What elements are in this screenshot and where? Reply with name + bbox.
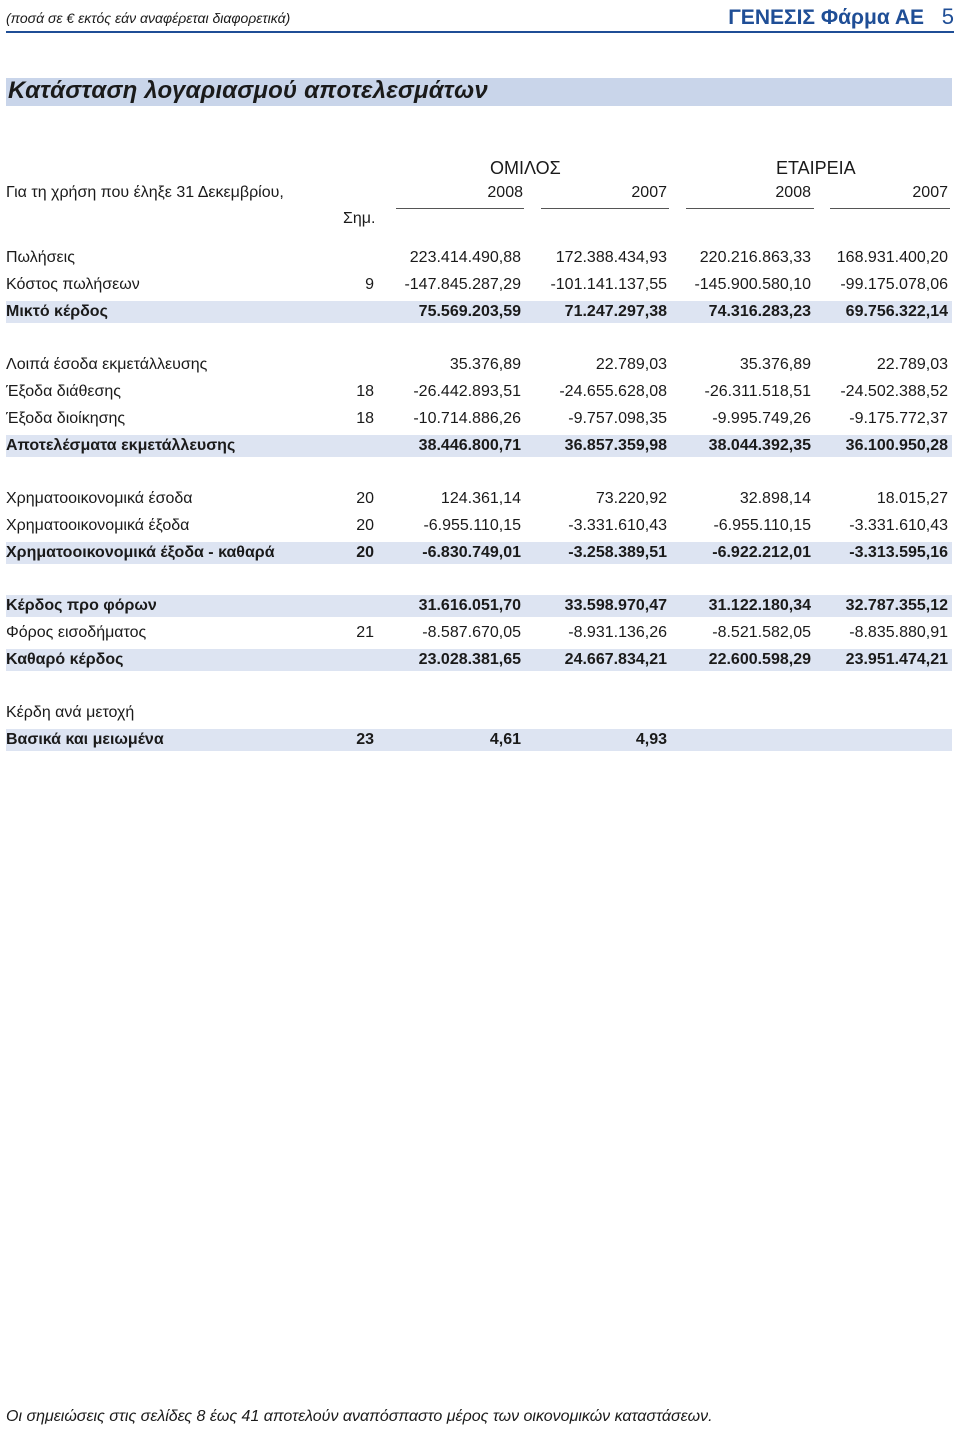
- row-value: -101.141.137,55: [550, 276, 667, 293]
- row-value: -8.835.880,91: [849, 624, 948, 641]
- table-row: [6, 488, 952, 510]
- row-value: 35.376,89: [739, 356, 811, 373]
- row-label: Βασικά και μειωμένα: [6, 731, 164, 748]
- table-row: [6, 274, 952, 296]
- year-header-3: 2008: [775, 184, 811, 201]
- table-row-total: [6, 649, 952, 671]
- row-value: 23.951.474,21: [845, 651, 948, 668]
- row-value: 172.388.434,93: [555, 249, 667, 266]
- row-value: -10.714.886,26: [413, 410, 521, 427]
- page-number: 5: [941, 4, 954, 29]
- row-label: Φόρος εισοδήματος: [6, 624, 147, 641]
- table-row-total: [6, 301, 952, 323]
- year-rule-1: [396, 208, 524, 209]
- row-label: Χρηματοοικονομικά έξοδα: [6, 517, 190, 534]
- row-label: Κόστος πωλήσεων: [6, 276, 140, 293]
- row-value: -6.922.212,01: [712, 544, 811, 561]
- row-value: -3.331.610,43: [568, 517, 667, 534]
- row-value: 33.598.970,47: [564, 597, 667, 614]
- row-value: -8.931.136,26: [568, 624, 667, 641]
- row-value: -8.587.670,05: [422, 624, 521, 641]
- currency-note: (ποσά σε € εκτός εάν αναφέρεται διαφορετικά): [6, 10, 291, 26]
- group-header-company: ΕΤΑΙΡΕΙΑ: [776, 158, 856, 178]
- row-note: 20: [356, 517, 374, 534]
- row-label: Καθαρό κέρδος: [6, 651, 124, 668]
- row-value: 31.616.051,70: [418, 597, 521, 614]
- table-row: [6, 408, 952, 430]
- row-value: 38.446.800,71: [418, 437, 521, 454]
- row-value: 220.216.863,33: [699, 249, 811, 266]
- table-row-total: [6, 729, 952, 751]
- page-title: Κατάσταση λογαριασμού αποτελεσμάτων: [8, 77, 488, 104]
- row-value: 124.361,14: [440, 490, 521, 507]
- period-label: Για τη χρήση που έληξε 31 Δεκεμβρίου,: [6, 184, 284, 201]
- table-row: [6, 354, 952, 376]
- title-band: [6, 78, 952, 106]
- row-value: -6.955.110,15: [713, 517, 811, 534]
- row-value: -6.830.749,01: [422, 544, 521, 561]
- row-value: 35.376,89: [449, 356, 521, 373]
- row-value: -9.995.749,26: [712, 410, 811, 427]
- row-note: 20: [356, 490, 374, 507]
- row-label: Χρηματοοικονομικά έσοδα: [6, 490, 193, 507]
- row-value: -24.655.628,08: [559, 383, 667, 400]
- row-value: -3.331.610,43: [849, 517, 948, 534]
- row-value: 73.220,92: [595, 490, 667, 507]
- year-rule-2: [541, 208, 669, 209]
- table-row: [6, 381, 952, 403]
- row-value: -8.521.582,05: [712, 624, 811, 641]
- page-header: [6, 4, 954, 32]
- row-value: -9.757.098,35: [568, 410, 667, 427]
- row-value: 22.600.598,29: [708, 651, 811, 668]
- table-row-total: [6, 435, 952, 457]
- row-value: 18.015,27: [876, 490, 948, 507]
- row-value: 71.247.297,38: [564, 303, 667, 320]
- row-label: Πωλήσεις: [6, 249, 75, 266]
- row-value: -3.313.595,16: [849, 544, 948, 561]
- row-value: 23.028.381,65: [418, 651, 521, 668]
- row-label: Μικτό κέρδος: [6, 303, 108, 320]
- row-label: Έξοδα διάθεσης: [6, 383, 122, 400]
- row-value: 22.789,03: [595, 356, 667, 373]
- row-label: Κέρδος προ φόρων: [6, 597, 157, 614]
- row-label: Κέρδη ανά μετοχή: [6, 704, 135, 721]
- year-header-4: 2007: [912, 184, 948, 201]
- row-value: 36.100.950,28: [845, 437, 948, 454]
- row-value: 4,61: [489, 731, 521, 748]
- row-value: 24.667.834,21: [564, 651, 667, 668]
- table-row-total: [6, 542, 952, 564]
- table-row: [6, 247, 952, 269]
- row-value: 75.569.203,59: [418, 303, 521, 320]
- table-row: [6, 622, 952, 644]
- table-row-heading: [6, 702, 952, 724]
- row-value: 36.857.359,98: [564, 437, 667, 454]
- row-label: Λοιπά έσοδα εκμετάλλευσης: [6, 356, 208, 373]
- row-value: -3.258.389,51: [568, 544, 667, 561]
- header-rule: [6, 31, 954, 33]
- row-note: 21: [356, 624, 374, 641]
- row-value: -26.442.893,51: [413, 383, 521, 400]
- row-value: -147.845.287,29: [404, 276, 521, 293]
- company-name: ΓΕΝΕΣΙΣ Φάρμα ΑΕ: [728, 6, 924, 29]
- row-value: 31.122.180,34: [708, 597, 811, 614]
- row-note: 20: [356, 544, 374, 561]
- row-value: -9.175.772,37: [849, 410, 948, 427]
- row-label: Χρηματοοικονομικά έξοδα - καθαρά: [6, 544, 275, 561]
- row-note: 9: [365, 276, 374, 293]
- row-value: 38.044.392,35: [708, 437, 811, 454]
- row-value: -24.502.388,52: [840, 383, 948, 400]
- year-rule-3: [686, 208, 814, 209]
- row-value: 223.414.490,88: [409, 249, 521, 266]
- table-row: [6, 515, 952, 537]
- footer-note: Οι σημειώσεις στις σελίδες 8 έως 41 αποτελούν αναπόσπαστο μέρος των οικονομικών καταστάσεων.: [6, 1408, 713, 1425]
- year-rule-4: [830, 208, 950, 209]
- year-header-1: 2008: [487, 184, 523, 201]
- row-label: Αποτελέσματα εκμετάλλευσης: [6, 437, 236, 454]
- row-value: 32.787.355,12: [845, 597, 948, 614]
- row-value: 168.931.400,20: [836, 249, 948, 266]
- row-value: 69.756.322,14: [845, 303, 948, 320]
- note-header: Σημ.: [343, 210, 376, 227]
- row-value: 32.898,14: [739, 490, 811, 507]
- row-value: -26.311.518,51: [704, 383, 811, 400]
- row-label: Έξοδα διοίκησης: [6, 410, 126, 427]
- row-value: -99.175.078,06: [840, 276, 948, 293]
- table-row-total: [6, 595, 952, 617]
- row-note: 18: [356, 383, 374, 400]
- row-value: -6.955.110,15: [423, 517, 521, 534]
- row-value: 4,93: [635, 731, 667, 748]
- row-note: 23: [356, 731, 374, 748]
- group-header-group: ΟΜΙΛΟΣ: [490, 158, 561, 178]
- row-value: 22.789,03: [876, 356, 948, 373]
- row-note: 18: [356, 410, 374, 427]
- row-value: 74.316.283,23: [708, 303, 811, 320]
- year-header-2: 2007: [631, 184, 667, 201]
- row-value: -145.900.580,10: [694, 276, 811, 293]
